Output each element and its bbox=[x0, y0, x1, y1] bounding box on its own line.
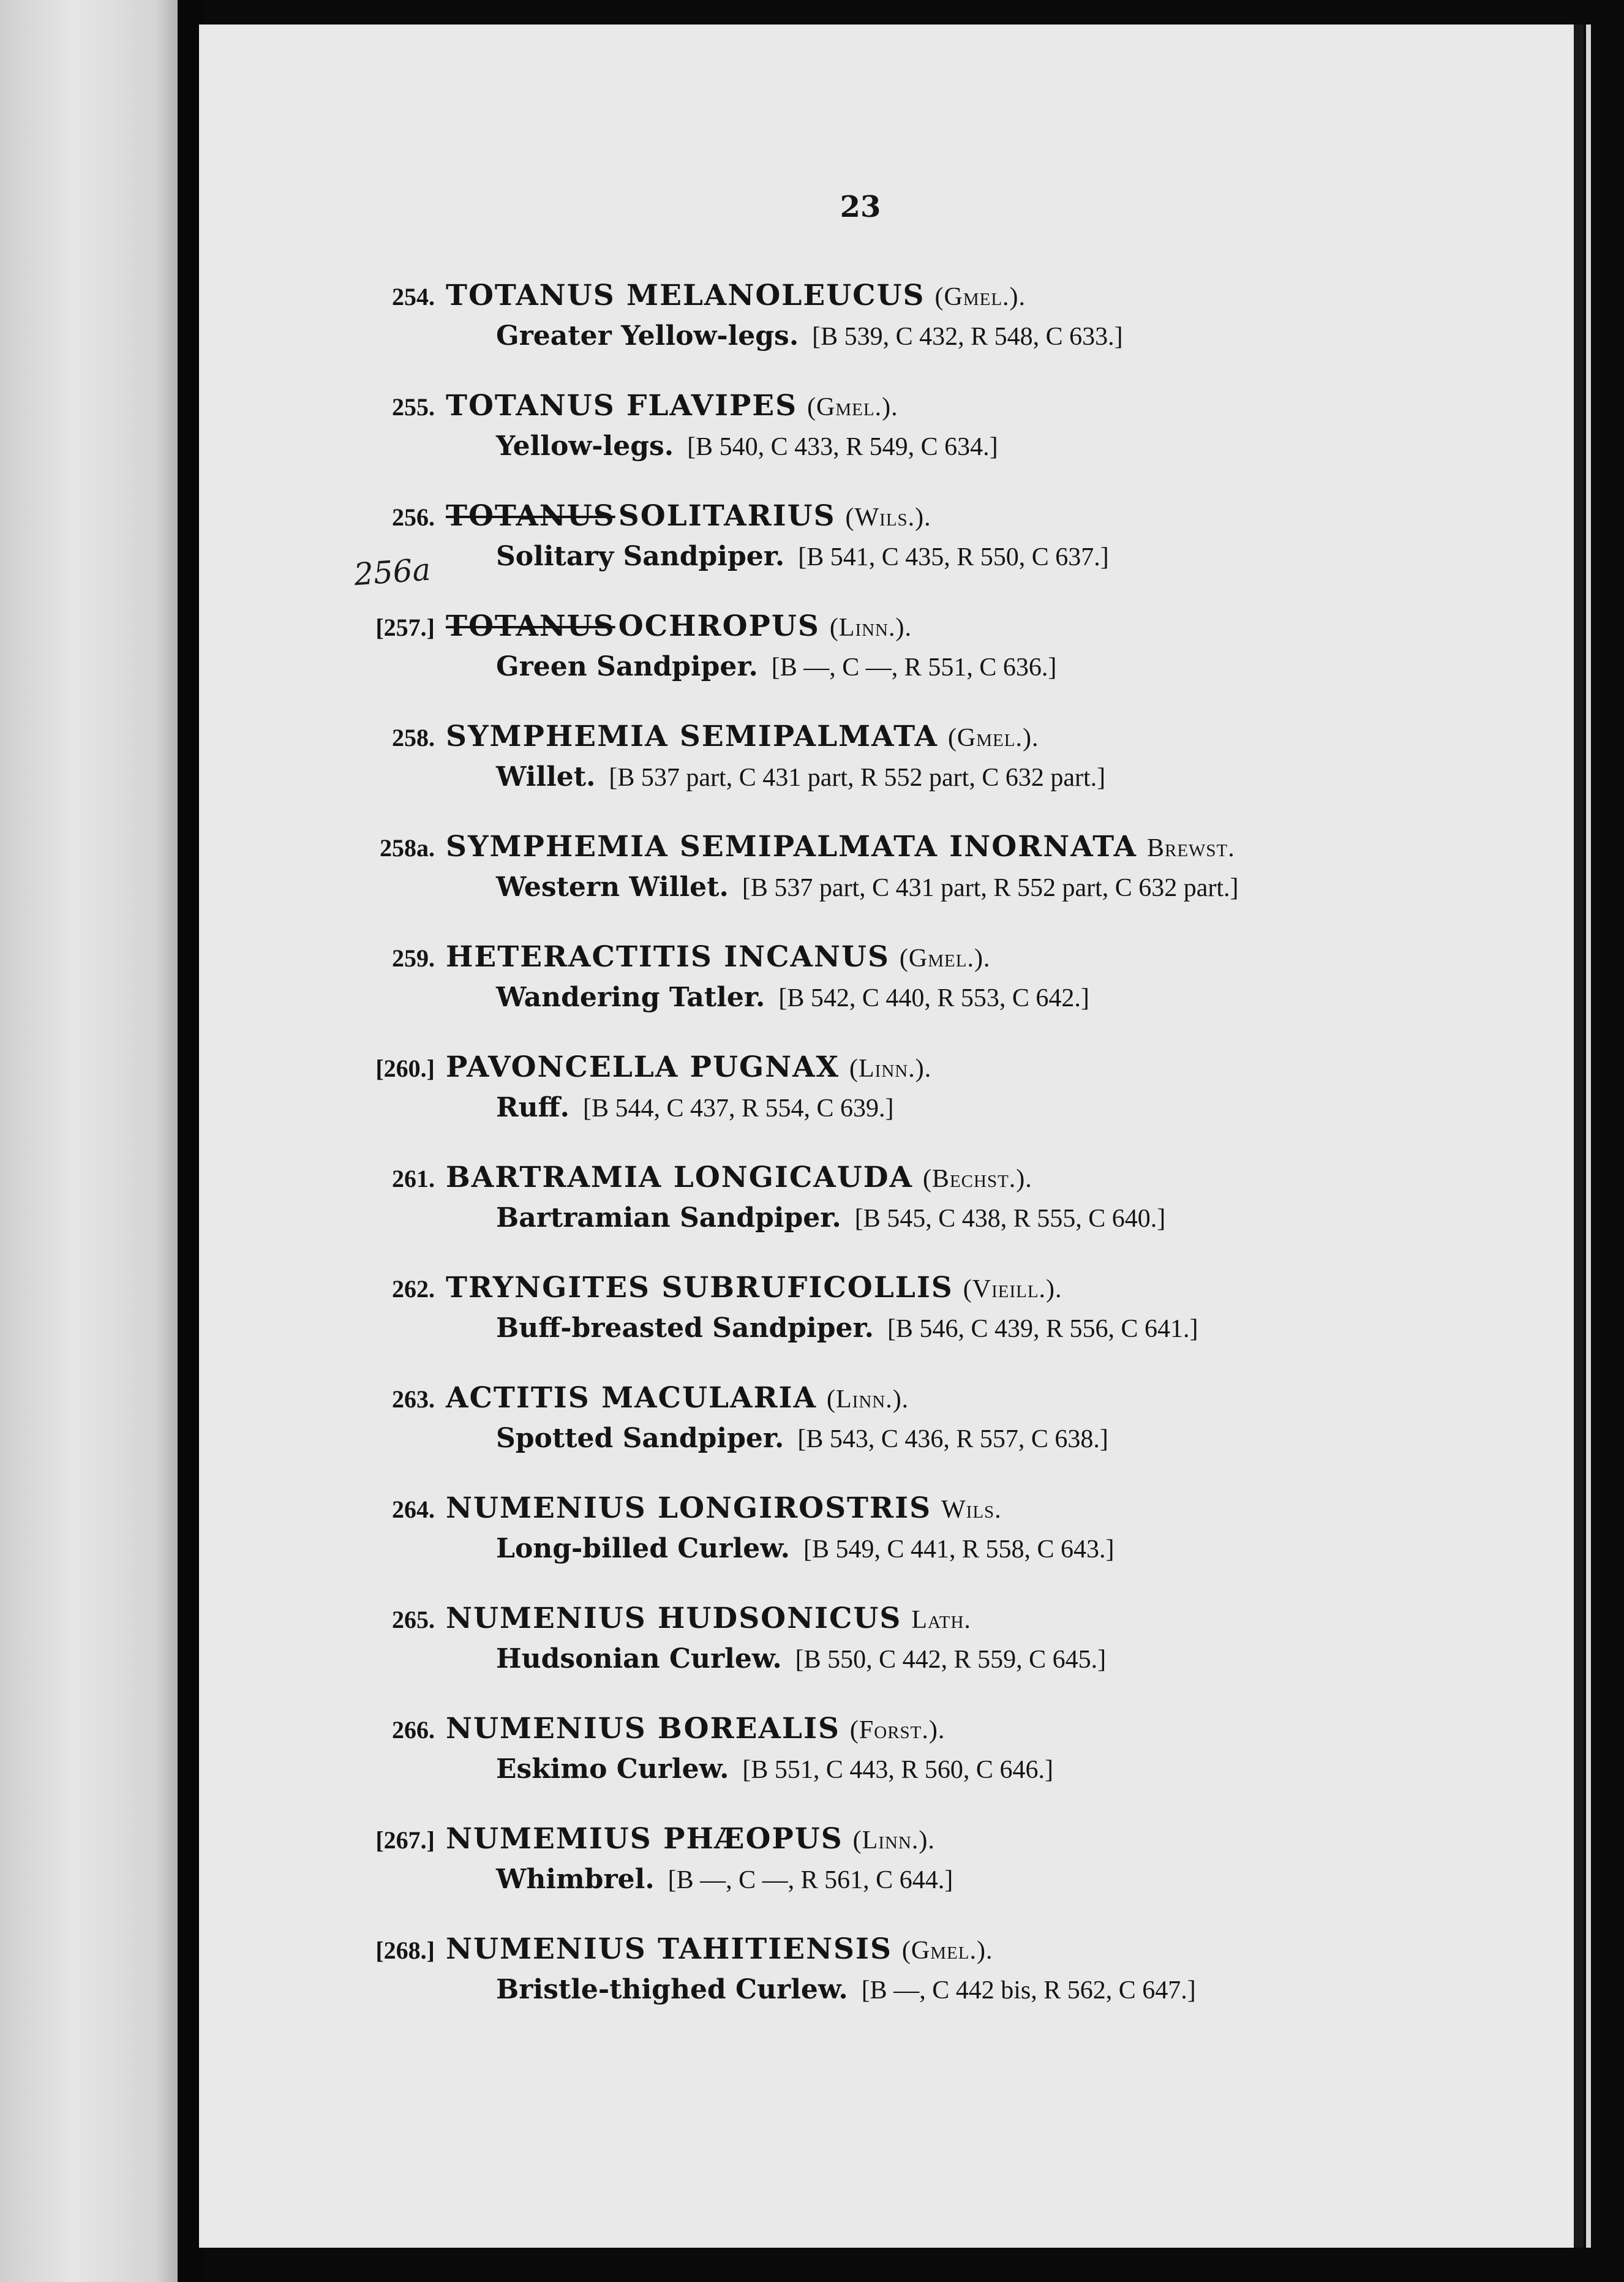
scientific-name: TRYNGITES SUBRUFICOLLIS bbox=[446, 1271, 953, 1305]
species-entry bbox=[343, 276, 1506, 356]
catalogue-references: [B 541, C 435, R 550, C 637.] bbox=[798, 543, 1109, 571]
species-entry bbox=[343, 1929, 1506, 2010]
entry-number: [267.] bbox=[375, 1826, 435, 1854]
species-entry bbox=[343, 1709, 1506, 1790]
author-citation: (Vieill.). bbox=[963, 1275, 1062, 1303]
entry-number: 263. bbox=[392, 1385, 435, 1413]
scientific-name: SOLITARIUS bbox=[618, 499, 836, 533]
entry-number: [268.] bbox=[375, 1937, 435, 1964]
scientific-name: NUMEMIUS PHÆOPUS bbox=[446, 1822, 843, 1856]
page-edge-shadow bbox=[1574, 24, 1584, 2248]
author-citation: (Wils.). bbox=[845, 503, 931, 532]
common-name: Yellow-legs. bbox=[496, 431, 674, 462]
scientific-name-line bbox=[343, 1709, 1506, 1749]
scientific-name: TOTANUS FLAVIPES bbox=[446, 389, 798, 423]
common-name: Western Willet. bbox=[496, 872, 729, 903]
species-entry bbox=[343, 1158, 1506, 1238]
author-citation: (Gmel.). bbox=[934, 283, 1026, 311]
scientific-name-line bbox=[343, 276, 1506, 316]
catalogue-references: [B 545, C 438, R 555, C 640.] bbox=[854, 1205, 1166, 1233]
scientific-name-line bbox=[343, 1047, 1506, 1088]
entry-number: 255. bbox=[392, 393, 435, 421]
entry-number: [260.] bbox=[375, 1055, 435, 1082]
entry-number: 264. bbox=[392, 1496, 435, 1523]
species-entry bbox=[343, 386, 1506, 467]
scientific-name: OCHROPUS bbox=[618, 609, 820, 643]
common-name: Bristle-thighed Curlew. bbox=[496, 1974, 848, 2005]
scientific-name: NUMENIUS LONGIROSTRIS bbox=[446, 1491, 932, 1525]
author-citation: (Gmel.). bbox=[899, 944, 991, 973]
entry-number: 262. bbox=[392, 1275, 435, 1303]
scientific-name: SYMPHEMIA SEMIPALMATA INORNATA bbox=[446, 830, 1137, 864]
author-citation: (Linn.). bbox=[852, 1826, 935, 1855]
author-citation: Wils. bbox=[941, 1496, 1002, 1524]
species-entry bbox=[343, 1268, 1506, 1349]
catalogue-references: [B 539, C 432, R 548, C 633.] bbox=[812, 323, 1123, 351]
common-name-line bbox=[343, 1088, 1506, 1128]
scientific-name-line bbox=[343, 1819, 1506, 1859]
scientific-name-line bbox=[343, 1929, 1506, 1970]
common-name: Greater Yellow-legs. bbox=[496, 320, 799, 352]
species-entry bbox=[343, 827, 1506, 908]
common-name-line bbox=[343, 1308, 1506, 1349]
scientific-name: TOTANUS MELANOLEUCUS bbox=[446, 279, 925, 312]
common-name: Whimbrel. bbox=[496, 1864, 655, 1895]
author-citation: Brewst. bbox=[1146, 834, 1235, 862]
scientific-name: ACTITIS MACULARIA bbox=[446, 1381, 818, 1415]
handwritten-annotation: 256a bbox=[353, 551, 432, 593]
species-entry bbox=[343, 717, 1506, 797]
species-entry bbox=[343, 1488, 1506, 1569]
entry-number: 259. bbox=[392, 944, 435, 972]
common-name: Buff-breasted Sandpiper. bbox=[496, 1312, 874, 1344]
scientific-name-line bbox=[343, 1599, 1506, 1639]
struck-genus-name: TOTANUS bbox=[446, 499, 615, 533]
species-entry bbox=[343, 1047, 1506, 1128]
common-name: Hudsonian Curlew. bbox=[496, 1643, 782, 1674]
common-name-line bbox=[343, 1639, 1506, 1679]
catalogue-references: [B 549, C 441, R 558, C 643.] bbox=[803, 1535, 1115, 1564]
author-citation: (Linn.). bbox=[827, 1385, 909, 1414]
common-name-line bbox=[343, 316, 1506, 356]
entry-number: 266. bbox=[392, 1716, 435, 1744]
common-name: Ruff. bbox=[496, 1092, 570, 1123]
species-entry bbox=[343, 496, 1506, 577]
catalogue-references: [B 537 part, C 431 part, R 552 part, C 632 part.] bbox=[742, 874, 1239, 902]
common-name: Eskimo Curlew. bbox=[496, 1753, 729, 1785]
scientific-name-line bbox=[343, 1268, 1506, 1308]
common-name-line bbox=[343, 426, 1506, 467]
scientific-name: NUMENIUS HUDSONICUS bbox=[446, 1602, 902, 1635]
common-name: Spotted Sandpiper. bbox=[496, 1423, 784, 1454]
author-citation: (Linn.). bbox=[849, 1055, 932, 1083]
author-citation: (Gmel.). bbox=[947, 724, 1039, 752]
author-citation: (Linn.). bbox=[829, 614, 912, 642]
facing-page-edge bbox=[0, 0, 184, 2282]
catalogue-references: [B 543, C 436, R 557, C 638.] bbox=[797, 1425, 1108, 1453]
catalogue-references: [B 546, C 439, R 556, C 641.] bbox=[887, 1315, 1198, 1343]
scientific-name: BARTRAMIA LONGICAUDA bbox=[446, 1161, 913, 1194]
common-name: Wandering Tatler. bbox=[496, 982, 765, 1013]
common-name-line bbox=[343, 1859, 1506, 1900]
scientific-name-line bbox=[343, 1378, 1506, 1418]
scientific-name-line bbox=[343, 606, 1506, 647]
common-name: Willet. bbox=[496, 761, 596, 793]
common-name-line bbox=[343, 867, 1506, 908]
scientific-name-line bbox=[343, 717, 1506, 757]
entry-number: 256. bbox=[392, 503, 435, 531]
page-edge-strip bbox=[1586, 24, 1591, 2248]
catalogue-references: [B 542, C 440, R 553, C 642.] bbox=[778, 984, 1089, 1012]
common-name-line bbox=[343, 1529, 1506, 1569]
catalogue-references: [B —, C 442 bis, R 562, C 647.] bbox=[861, 1976, 1196, 2005]
species-entry bbox=[343, 1819, 1506, 1900]
catalogue-references: [B 550, C 442, R 559, C 645.] bbox=[795, 1646, 1107, 1674]
scientific-name: HETERACTITIS INCANUS bbox=[446, 940, 890, 974]
author-citation: (Bechst.). bbox=[922, 1165, 1032, 1193]
scientific-name: NUMENIUS BOREALIS bbox=[446, 1712, 840, 1745]
author-citation: Lath. bbox=[911, 1606, 971, 1634]
species-entry bbox=[343, 1378, 1506, 1459]
scientific-name-line bbox=[343, 1488, 1506, 1529]
catalogue-references: [B 544, C 437, R 554, C 639.] bbox=[583, 1094, 894, 1123]
catalogue-references: [B —, C —, R 551, C 636.] bbox=[771, 653, 1057, 682]
common-name: Solitary Sandpiper. bbox=[496, 541, 785, 572]
species-entry bbox=[343, 606, 1506, 687]
species-entry bbox=[343, 937, 1506, 1018]
catalogue-references: [B —, C —, R 561, C 644.] bbox=[667, 1866, 953, 1894]
common-name: Bartramian Sandpiper. bbox=[496, 1202, 841, 1233]
scientific-name-line bbox=[343, 937, 1506, 977]
page-number: 23 bbox=[840, 190, 881, 224]
struck-genus-name: TOTANUS bbox=[446, 609, 615, 643]
scientific-name-line bbox=[343, 1158, 1506, 1198]
entry-number: 254. bbox=[392, 283, 435, 311]
scientific-name-line bbox=[343, 827, 1506, 867]
common-name-line bbox=[343, 1198, 1506, 1238]
catalogue-references: [B 551, C 443, R 560, C 646.] bbox=[742, 1756, 1053, 1784]
scientific-name-line bbox=[343, 386, 1506, 426]
common-name-line bbox=[343, 757, 1506, 797]
entry-number: 265. bbox=[392, 1606, 435, 1633]
entry-number: 258. bbox=[392, 724, 435, 751]
author-citation: (Gmel.). bbox=[807, 393, 898, 421]
common-name-line bbox=[343, 1749, 1506, 1790]
author-citation: (Gmel.). bbox=[901, 1937, 993, 1965]
author-citation: (Forst.). bbox=[849, 1716, 945, 1744]
species-entry bbox=[343, 1599, 1506, 1679]
entry-number: [257.] bbox=[375, 614, 435, 641]
catalogue-references: [B 540, C 433, R 549, C 634.] bbox=[687, 433, 998, 461]
common-name-line bbox=[343, 537, 1506, 577]
common-name-line bbox=[343, 1418, 1506, 1459]
common-name-line bbox=[343, 1970, 1506, 2010]
common-name-line bbox=[343, 647, 1506, 687]
entry-number: 261. bbox=[392, 1165, 435, 1192]
scientific-name: NUMENIUS TAHITIENSIS bbox=[446, 1932, 892, 1966]
common-name: Long-billed Curlew. bbox=[496, 1533, 790, 1564]
book-gutter bbox=[178, 0, 202, 2282]
scientific-name: SYMPHEMIA SEMIPALMATA bbox=[446, 720, 938, 753]
scientific-name-line bbox=[343, 496, 1506, 537]
page-sheet bbox=[199, 24, 1577, 2248]
entry-number: 258a. bbox=[380, 834, 435, 862]
common-name: Green Sandpiper. bbox=[496, 651, 758, 682]
scientific-name: PAVONCELLA PUGNAX bbox=[446, 1050, 840, 1084]
common-name-line bbox=[343, 977, 1506, 1018]
catalogue-references: [B 537 part, C 431 part, R 552 part, C 632 part.] bbox=[609, 764, 1106, 792]
